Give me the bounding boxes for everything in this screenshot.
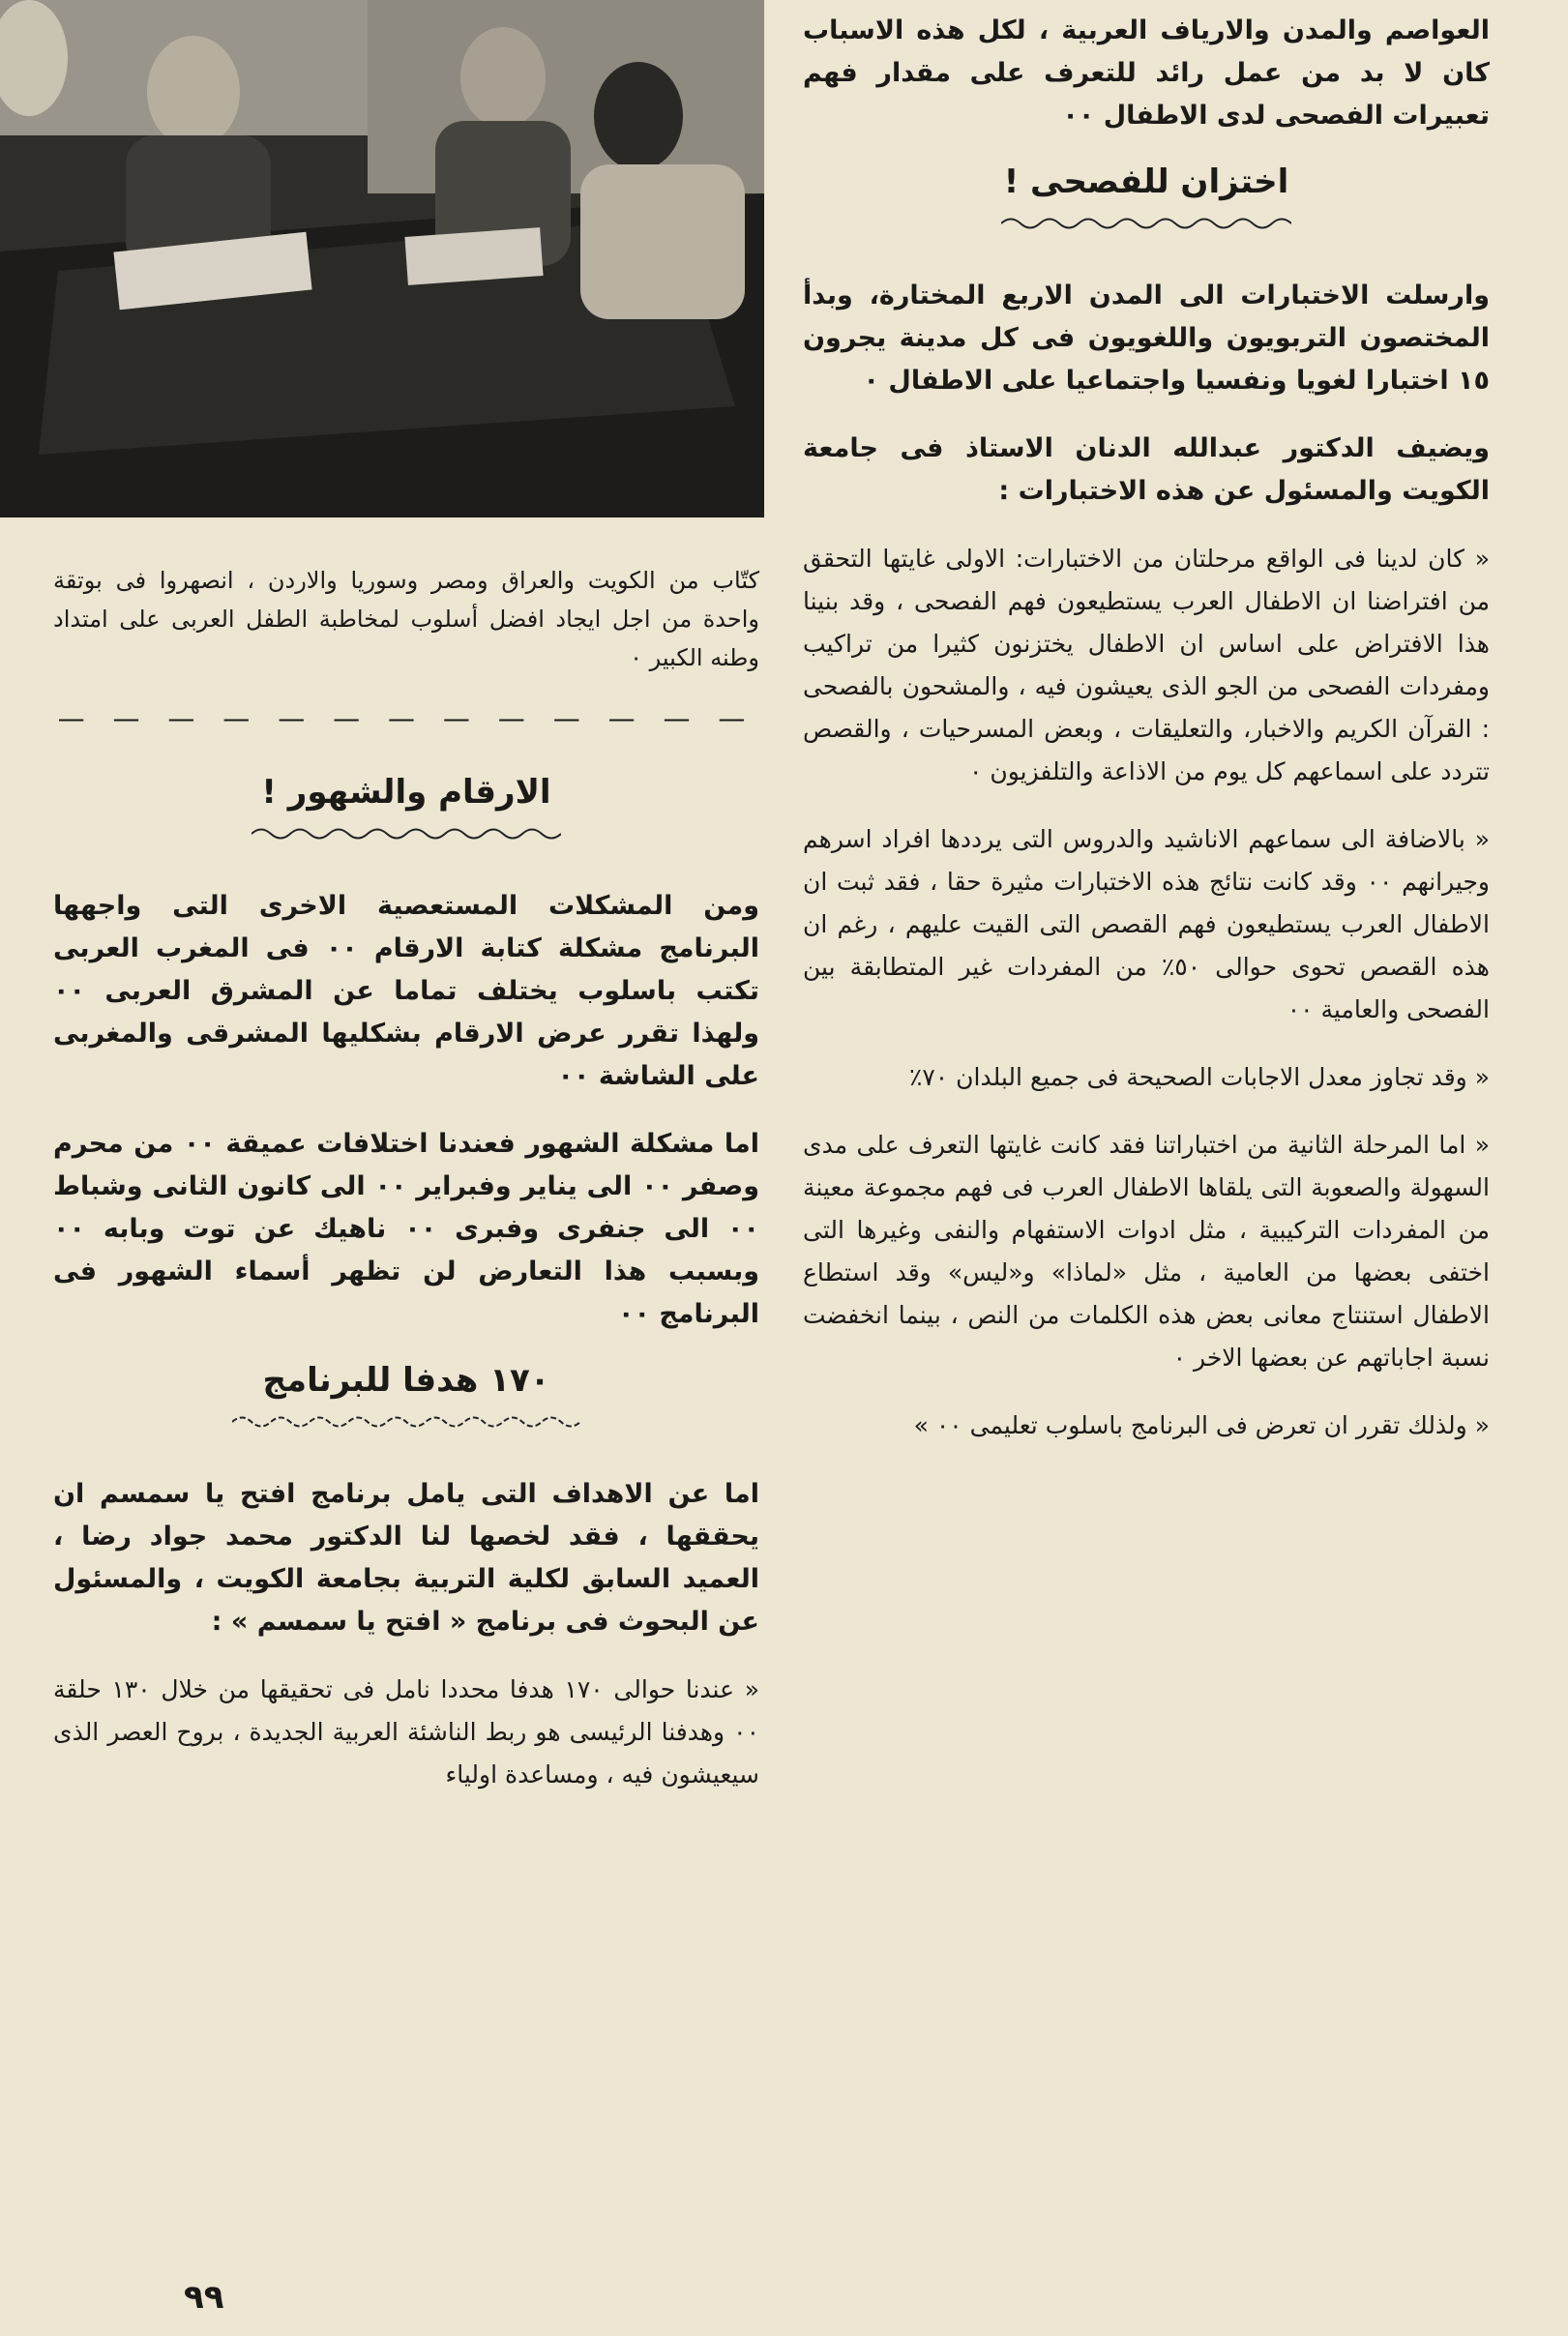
section-heading-fusha [803,163,1490,232]
quote-results: « بالاضافة الى سماعهم الاناشيد والدروس التى يرددها افراد اسرهم وجيرانهم ٠٠ وقد كانت نتائج هذه الاختبارات مثيرة حقا ، فقد ثبت ان الاطفال العرب يستطيعون فهم القصص التى القيت عليهم ، رغم ان هذه القصص تحوى حوالى ٥٠٪ من المفردات غير المتطابقة بين الفصحى والعامية ٠٠ [803,825,1490,1023]
page-number: ٩٩ [184,2278,224,2317]
heading-underline-ornament [232,1413,580,1431]
right-column [803,10,1490,1472]
paragraph-numbers: ومن المشكلات المستعصية الاخرى التى واجهها البرنامج مشكلة كتابة الارقام ٠٠ فى المغرب العربى تكتب باسلوب يختلف تماما عن المشرق العربى ٠٠ ولهذا تقرر عرض الارقام بشكليها المشرقى والمغربى على الشاشة ٠٠ [53,891,759,1091]
paragraph-goals: اما عن الاهداف التى يامل برنامج افتح يا سمسم ان يحققها ، فقد لخصها لنا الدكتور محمد جواد رضا ، العميد السابق لكلية التربية بجامعة الكويت ، والمسئول عن البحوث فى برنامج « افتح يا سمسم » : [53,1479,759,1637]
section-heading-numbers [53,773,759,843]
heading-underline-ornament [251,825,561,843]
paragraph-tests-sent: وارسلت الاختبارات الى المدن الاربع المختارة، وبدأ المختصون التربويون واللغويون فى كل مدينة يجرون ١٥ اختبارا لغويا ونفسيا واجتماعيا على الاطفال ٠ [803,281,1490,396]
divider-dashes: — — — — — — — — — — — — — [57,702,755,734]
heading-underline-ornament [1001,215,1291,232]
section-heading-numbers-text: الارقام والشهور ! [261,773,551,812]
intro-paragraph: العواصم والمدن والارياف العربية ، لكل هذه الاسباب كان لا بد من عمل رائد للتعرف على مقدار فهم تعبيرات الفصحى لدى الاطفال ٠٠ [803,15,1490,131]
quote-correct-rate: « وقد تجاوز معدل الاجابات الصحيحة فى جميع البلدان ٧٠٪ [908,1063,1490,1091]
meeting-photo [0,0,764,517]
meeting-photo-graphic [0,0,764,517]
quote-goals: « عندنا حوالى ١٧٠ هدفا محددا نامل فى تحقيقها من خلال ١٣٠ حلقة ٠٠ وهدفنا الرئيسى هو ربط الناشئة العربية الجديدة ، بروح العصر الذى سيعيشون فيه ، ومساعدة اولياء [53,1675,759,1789]
left-column [53,542,759,1821]
quote-stage-one: « كان لدينا فى الواقع مرحلتان من الاختبارات: الاولى غايتها التحقق من افتراضنا ان الاطفال العرب يستطيعون فهم الفصحى ، وقد بنينا هذا الافتراض على اساس ان الاطفال يختزنون كثيرا من تراكيب ومفردات الفصحى من الجو الذى يعيشون فيه ، والمشحون بالفصحى : القرآن الكريم والاخبار، والتعليقات ، وبعض المسرحيات ، والقصص تتردد على اسماعهم كل يوم من الاذاعة والتلفزيون ٠ [803,545,1490,785]
paragraph-months: اما مشكلة الشهور فعندنا اختلافات عميقة ٠٠ من محرم وصفر ٠٠ الى يناير وفبراير ٠٠ الى كانون الثانى وشباط ٠٠ الى جنفرى وفبرى ٠٠ ناهيك عن توت وبابه ٠٠ وبسبب هذا التعارض لن تظهر أسماء الشهور فى البرنامج ٠٠ [53,1129,760,1329]
section-heading-fusha-text: اختزان للفصحى ! [1003,163,1289,201]
photo-caption: كتّاب من الكويت والعراق ومصر وسوريا والاردن ، انصهروا فى بوتقة واحدة من اجل ايجاد افضل أسلوب لمخاطبة الطفل العربى على امتداد وطنه الكبير ٠ [53,567,759,671]
paragraph-dannan: ويضيف الدكتور عبدالله الدنان الاستاذ فى جامعة الكويت والمسئول عن هذه الاختبارات : [803,433,1490,506]
quote-stage-two: « اما المرحلة الثانية من اختباراتنا فقد كانت غايتها التعرف على مدى السهولة والصعوبة التى يلقاها الاطفال العرب فى فهم مجموعة معينة من المفردات التركيبية ، مثل ادوات الاستفهام والنفى وغيرها التى اختفى بعضها من العامية ، مثل «لماذا» و«ليس» وقد استطاع الاطفال استنتاج معانى بعض هذه الكلمات من النص ، بينما انخفضت نسبة اجاباتهم عن بعضها الاخر ٠ [803,1131,1490,1372]
quote-conclusion: « ولذلك تقرر ان تعرض فى البرنامج باسلوب تعليمى ٠٠ » [913,1411,1490,1439]
section-heading-goals-text: ١٧٠ هدفا للبرنامج [262,1361,550,1400]
section-heading-goals [53,1361,759,1431]
